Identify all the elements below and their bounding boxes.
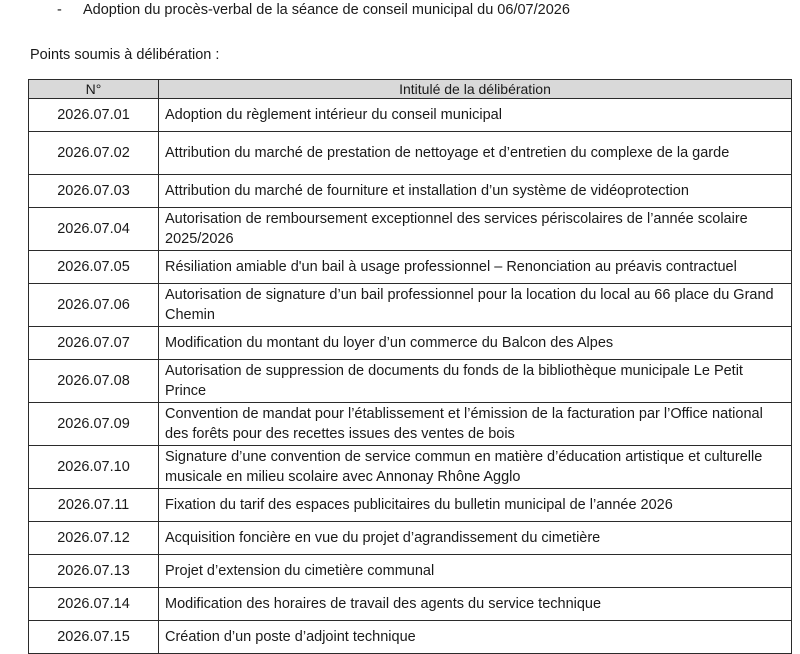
- table-row: [29, 99, 792, 132]
- deliberation-number: 2026.07.09: [29, 403, 159, 446]
- deliberation-number: 2026.07.03: [29, 175, 159, 208]
- table-row: [29, 588, 792, 621]
- table-header-row: [29, 80, 792, 99]
- column-header-number: N°: [29, 80, 159, 99]
- deliberation-number: 2026.07.01: [29, 99, 159, 132]
- table-row: [29, 284, 792, 327]
- deliberation-title: Fixation du tarif des espaces publicitaires du bulletin municipal de l’année 2026: [159, 489, 792, 522]
- deliberation-number: 2026.07.14: [29, 588, 159, 621]
- table-row: [29, 175, 792, 208]
- deliberation-title: Modification du montant du loyer d’un commerce du Balcon des Alpes: [159, 327, 792, 360]
- deliberation-title: Acquisition foncière en vue du projet d’agrandissement du cimetière: [159, 522, 792, 555]
- deliberation-title: Signature d’une convention de service commun en matière d’éducation artistique et culturelle musicale en milieu scolaire avec Annonay Rhône Agglo: [159, 446, 792, 489]
- table-row: [29, 360, 792, 403]
- deliberation-number: 2026.07.08: [29, 360, 159, 403]
- deliberation-number: 2026.07.10: [29, 446, 159, 489]
- deliberation-title: Autorisation de suppression de documents du fonds de la bibliothèque municipale Le Petit Prince: [159, 360, 792, 403]
- deliberation-title: Autorisation de signature d’un bail professionnel pour la location du local au 66 place du Grand Chemin: [159, 284, 792, 327]
- deliberation-number: 2026.07.05: [29, 251, 159, 284]
- deliberation-number: 2026.07.07: [29, 327, 159, 360]
- deliberation-number: 2026.07.02: [29, 132, 159, 175]
- deliberation-title: Résiliation amiable d'un bail à usage professionnel – Renonciation au préavis contractuel: [159, 251, 792, 284]
- deliberation-number: 2026.07.12: [29, 522, 159, 555]
- section-intro: Points soumis à délibération :: [30, 47, 220, 63]
- table-row: [29, 251, 792, 284]
- table-row: [29, 446, 792, 489]
- deliberation-title: Attribution du marché de fourniture et installation d’un système de vidéoprotection: [159, 175, 792, 208]
- deliberation-number: 2026.07.11: [29, 489, 159, 522]
- table-row: [29, 522, 792, 555]
- deliberation-title: Création d’un poste d’adjoint technique: [159, 621, 792, 654]
- deliberation-number: 2026.07.13: [29, 555, 159, 588]
- column-header-title: Intitulé de la délibération: [159, 80, 792, 99]
- table-row: [29, 621, 792, 654]
- table-row: [29, 555, 792, 588]
- deliberations-table: [28, 79, 792, 654]
- deliberation-number: 2026.07.15: [29, 621, 159, 654]
- deliberation-title: Convention de mandat pour l’établissement et l’émission de la facturation par l’Office national des forêts pour des recettes issues des ventes de bois: [159, 403, 792, 446]
- deliberation-title: Adoption du règlement intérieur du conseil municipal: [159, 99, 792, 132]
- table-row: [29, 327, 792, 360]
- deliberation-number: 2026.07.04: [29, 208, 159, 251]
- deliberation-title: Modification des horaires de travail des agents du service technique: [159, 588, 792, 621]
- deliberation-title: Projet d’extension du cimetière communal: [159, 555, 792, 588]
- deliberation-number: 2026.07.06: [29, 284, 159, 327]
- bullet-dash: -: [57, 2, 62, 18]
- table-row: [29, 489, 792, 522]
- table-row: [29, 208, 792, 251]
- table-row: [29, 403, 792, 446]
- deliberation-title: Attribution du marché de prestation de nettoyage et d’entretien du complexe de la garde: [159, 132, 792, 175]
- agenda-item: [57, 2, 570, 18]
- agenda-item-text: Adoption du procès-verbal de la séance de conseil municipal du 06/07/2026: [83, 2, 570, 18]
- deliberation-title: Autorisation de remboursement exceptionnel des services périscolaires de l’année scolaire 2025/2026: [159, 208, 792, 251]
- table-row: [29, 132, 792, 175]
